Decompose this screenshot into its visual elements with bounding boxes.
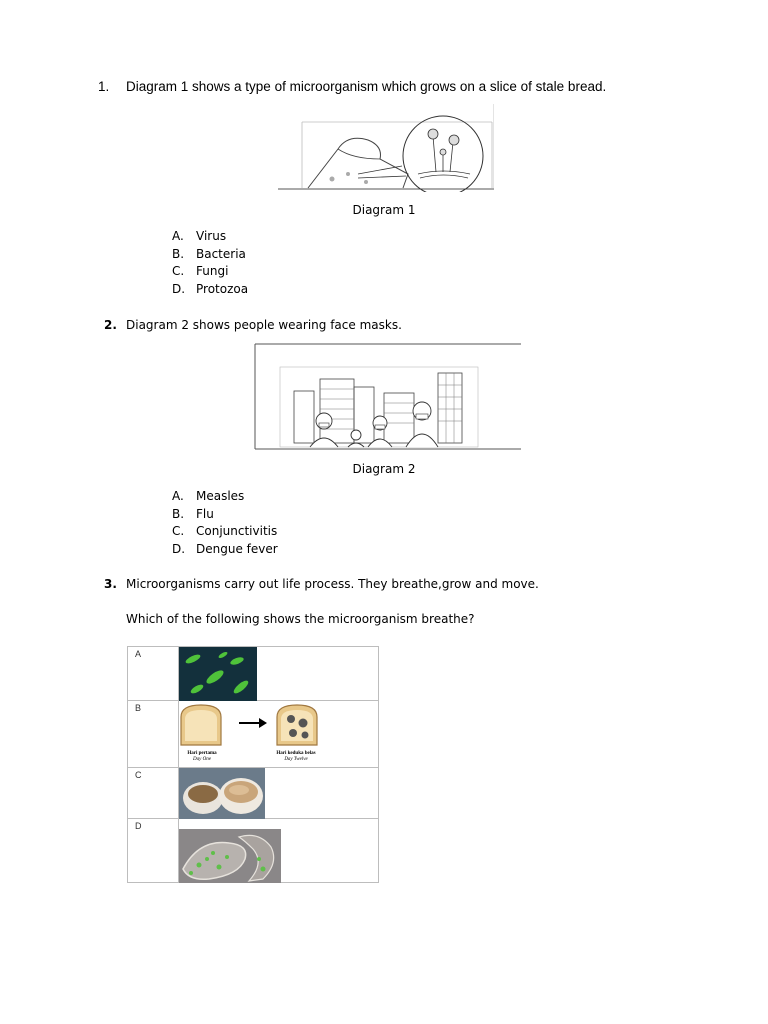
day-twelve-caption: Hari keduka belas (276, 751, 316, 756)
q2-option-d-letter: D. (172, 542, 186, 556)
day-twelve-sub-caption: Day Twelve (284, 757, 308, 762)
q3-row-d (128, 819, 379, 883)
q3-options-table (127, 646, 379, 883)
q2-option-b-text: Flu (196, 507, 214, 521)
q2-option-d-text: Dengue fever (196, 542, 278, 556)
q1-option-c-text: Fungi (196, 264, 229, 278)
q3-row-b (128, 701, 379, 768)
diagram-1-bread-mould-image (278, 104, 494, 192)
q2-option-a-text: Measles (196, 489, 245, 503)
day-one-caption: Hari pertama (187, 751, 217, 756)
q3-number: 3. (104, 577, 117, 591)
q1-number: 1. (98, 79, 110, 94)
q3-row-a (128, 647, 379, 701)
q2-text: Diagram 2 shows people wearing face masks. (126, 318, 402, 332)
q1-option-b-text: Bacteria (196, 247, 246, 261)
q2-option-b-letter: B. (172, 507, 185, 521)
bread-mould-growth-image (179, 701, 321, 768)
diagram-1-caption: Diagram 1 (352, 203, 416, 217)
q1-option-c-letter: C. (172, 264, 185, 278)
q2-number: 2. (104, 318, 117, 332)
diagram-2-caption: Diagram 2 (352, 462, 416, 476)
q3-row-c (128, 768, 379, 819)
q1-text: Diagram 1 shows a type of microorganism which grows on a slice of stale bread. (126, 79, 607, 94)
q2-option-c-letter: C. (172, 524, 185, 538)
q2-option-a-letter: A. (172, 489, 184, 503)
q3-row-c-label: C (135, 770, 142, 780)
bacteria-image (179, 647, 257, 701)
day-one-sub-caption: Day One (193, 757, 211, 762)
protozoa-microscope-image (179, 829, 281, 883)
q1-option-b-letter: B. (172, 247, 185, 261)
q1-option-a-text: Virus (196, 229, 227, 243)
q3-text: Microorganisms carry out life process. They breathe,grow and move. (126, 577, 539, 591)
q3-row-b-label: B (135, 703, 142, 713)
q2-option-c-text: Conjunctivitis (196, 524, 278, 538)
diagram-2-face-masks-image (254, 343, 522, 451)
q3-row-a-label: A (135, 649, 142, 659)
q3-question: Which of the following shows the microorganism breathe? (126, 612, 475, 626)
q1-option-a-letter: A. (172, 229, 184, 243)
q1-option-d-letter: D. (172, 282, 186, 296)
q3-row-d-label: D (135, 821, 142, 831)
yeast-bowls-image (179, 768, 265, 819)
q1-option-d-text: Protozoa (196, 282, 249, 296)
